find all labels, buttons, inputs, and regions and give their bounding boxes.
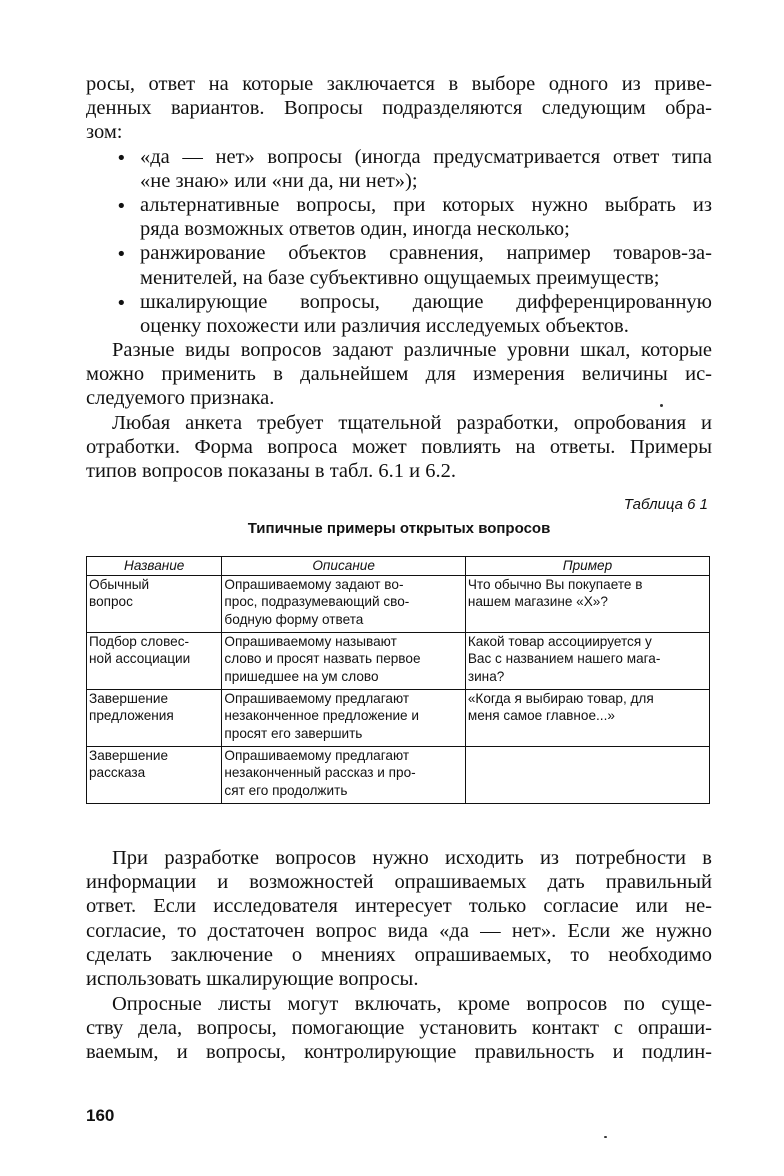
cell-line: незаконченное предложение и: [224, 708, 419, 724]
text-line: ранжирование объектов сравнения, например товаров-за-: [140, 242, 712, 265]
table-row: [87, 633, 710, 690]
text-line: ответ. Если исследователя интересует только согласие или не-: [86, 895, 712, 918]
text-line: информации и возможностей опрашиваемых дать правильный: [86, 871, 712, 894]
text-line: зом:: [86, 121, 123, 144]
cell-line: вопрос: [89, 594, 133, 610]
cell-line: Вас с названием нашего мага-: [467, 651, 661, 667]
text-line: шкалирующие вопросы, дающие дифференцированную: [140, 290, 712, 313]
table-row: [87, 690, 710, 747]
cell-line: Обычный: [89, 577, 150, 592]
text-line: ству дела, вопросы, помогающие установить контакт с опраши-: [86, 1017, 712, 1040]
cell-line: слово и просят назвать первое: [224, 651, 421, 667]
cell-line: Завершение: [89, 691, 169, 706]
cell-line: Опрашиваемому задают во-: [224, 577, 404, 592]
bullet-icon: •: [116, 292, 127, 314]
text-line: следуемого признака.: [86, 387, 275, 410]
cell-description: [222, 576, 465, 633]
text-line: При разработке вопросов нужно исходить из потребности в: [112, 847, 712, 869]
cell-line: незаконченный рассказ и про-: [224, 765, 416, 781]
text-line: оценку похожести или различия исследуемых объектов.: [140, 315, 629, 338]
cell-line: «Когда я выбираю товар, для: [467, 691, 654, 706]
text-line: использовать шкалирующие вопросы.: [86, 968, 419, 991]
open-questions-table: [86, 556, 710, 804]
column-header-name: Название: [87, 557, 222, 576]
cell-line: Подбор словес-: [89, 634, 190, 649]
list-item: [86, 241, 712, 289]
cell-name: [87, 633, 222, 690]
text-line: денных вариантов. Вопросы подразделяются следующим обра-: [86, 97, 712, 120]
text-line: «не знаю» или «ни да, ни нет»);: [140, 169, 418, 192]
cell-line: бодную форму ответа: [224, 611, 364, 627]
cell-line: Завершение: [89, 748, 169, 763]
question-types-list: [86, 145, 712, 339]
cell-line: сят его продолжить: [224, 782, 348, 798]
table-header-row: [87, 557, 710, 576]
table-number: Таблица 6 1: [623, 496, 708, 513]
text-line: «да — нет» вопросы (иногда предусматривается ответ типа: [140, 145, 712, 168]
list-item: [86, 145, 712, 193]
scan-speck: [660, 404, 663, 407]
table-title: Типичные примеры открытых вопросов: [247, 520, 551, 537]
cell-line: просят его завершить: [224, 725, 363, 741]
text-line: можно применить в дальнейшем для измерения величины ис-: [86, 363, 712, 386]
cell-description: [222, 747, 465, 804]
table-row: [87, 747, 710, 804]
cell-example-empty: [465, 747, 709, 804]
cell-line: Какой товар ассоциируется у: [467, 634, 652, 649]
top-paragraph: [86, 72, 712, 145]
cell-line: Что обычно Вы покупаете в: [467, 577, 643, 592]
cell-line: Опрашиваемому предлагают: [224, 748, 410, 763]
cell-line: прос, подразумевающий сво-: [224, 594, 410, 610]
cell-line: нашем магазине «Х»?: [467, 594, 608, 610]
list-item: [86, 290, 712, 338]
bullet-icon: •: [116, 196, 127, 217]
cell-line: Опрашиваемому называют: [224, 634, 397, 649]
cell-description: [222, 690, 465, 747]
cell-line: меня самое главное...»: [467, 708, 615, 724]
column-header-example: Пример: [465, 557, 709, 576]
development-paragraph: [86, 846, 712, 991]
page-number: 160: [86, 1106, 115, 1125]
cell-name: [87, 576, 222, 633]
surveys-paragraph: [86, 992, 712, 1065]
cell-line: пришедшее на ум слово: [224, 668, 379, 684]
cell-line: рассказа: [89, 765, 146, 781]
text-line: согласие, то достаточен вопрос вида «да — нет». Если же нужно: [86, 919, 712, 942]
cell-line: ной ассоциации: [89, 651, 191, 667]
cell-line: Опрашиваемому предлагают: [224, 691, 410, 706]
text-line: росы, ответ на которые заключается в выборе одного из приве-: [86, 73, 712, 95]
text-line: Опросные листы могут включать, кроме вопросов по суще-: [112, 993, 712, 1015]
column-header-description: Описание: [222, 557, 465, 576]
cell-line: предложения: [89, 708, 174, 724]
list-item: [86, 193, 712, 241]
scales-paragraph: [86, 338, 712, 411]
text-line: типов вопросов показаны в табл. 6.1 и 6.2.: [86, 460, 457, 483]
text-line: менителей, на базе субъективно ощущаемых преимуществ;: [140, 266, 660, 289]
text-line: Любая анкета требует тщательной разработки, опробования и: [112, 412, 712, 434]
table-row: [87, 576, 710, 633]
cell-description: [222, 633, 465, 690]
text-line: альтернативные вопросы, при которых нужно выбрать из: [140, 194, 712, 216]
cell-name: [87, 690, 222, 747]
cell-name: [87, 747, 222, 804]
text-line: сделать заключение о мнениях опрашиваемых, то необходимо: [86, 943, 712, 966]
text-line: ряда возможных ответов один, иногда несколько;: [140, 218, 570, 241]
questionnaire-paragraph: [86, 411, 712, 484]
bullet-icon: •: [116, 244, 127, 266]
text-line: ваемым, и вопросы, контролирующие правильность и подлин-: [86, 1041, 712, 1064]
cell-example: [465, 633, 709, 690]
bullet-icon: •: [116, 147, 127, 169]
cell-example: [465, 576, 709, 633]
cell-example: [465, 690, 709, 747]
text-line: Разные виды вопросов задают различные уровни шкал, которые: [112, 339, 712, 361]
cell-line: зина?: [467, 668, 505, 684]
scan-speck: [604, 1136, 607, 1138]
text-line: отработки. Форма вопроса может повлиять на ответы. Примеры: [86, 436, 712, 459]
